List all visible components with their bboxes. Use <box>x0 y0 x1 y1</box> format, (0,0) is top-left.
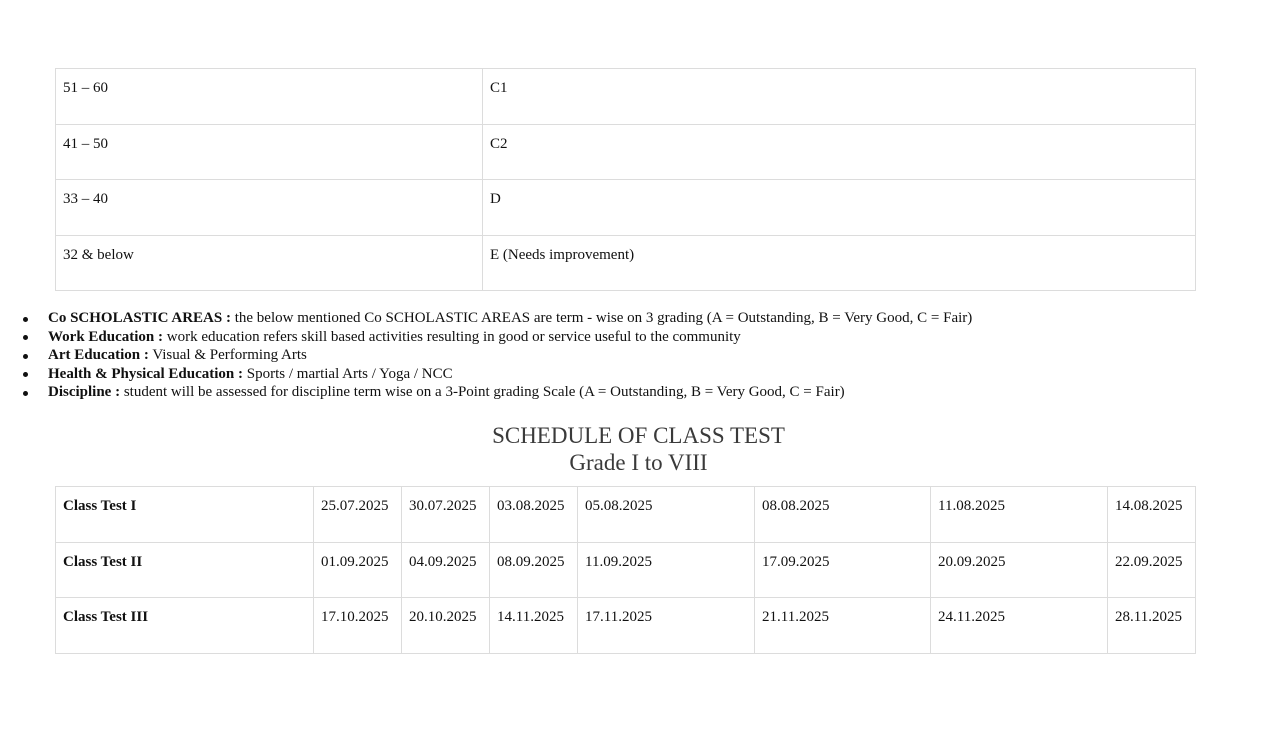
marks-range-cell: 33 – 40 <box>56 180 483 236</box>
marks-range-cell: 51 – 60 <box>56 69 483 125</box>
bullet-icon <box>23 372 28 377</box>
grade-table <box>55 68 1196 291</box>
list-item-text: the below mentioned Co SCHOLASTIC AREAS are term - wise on 3 grading (A = Outstanding, B = Very Good, C = Fair) <box>230 310 973 326</box>
date-cell: 30.07.2025 <box>402 487 490 543</box>
table-row <box>56 598 1196 654</box>
class-test-label: Class Test I <box>56 487 314 543</box>
grade-cell: C2 <box>483 124 1196 180</box>
list-item-label: Art Education : <box>48 347 149 363</box>
list-item <box>0 383 1275 402</box>
date-cell: 08.09.2025 <box>490 542 578 598</box>
list-item-label: Work Education : <box>48 328 164 345</box>
class-test-label: Class Test II <box>56 542 314 598</box>
date-cell: 01.09.2025 <box>314 542 402 598</box>
list-item <box>0 365 1275 384</box>
date-cell: 05.08.2025 <box>578 487 755 543</box>
list-item-text: Sports / martial Arts / Yoga / NCC <box>243 365 453 382</box>
date-cell: 24.11.2025 <box>931 598 1108 654</box>
marks-range-cell: 32 & below <box>56 235 483 291</box>
list-item-text: Visual & Performing Arts <box>148 347 307 363</box>
list-item-text: student will be assessed for discipline term wise on a 3-Point grading Scale (A = Outstanding, B = Very Good, C = Fair) <box>120 384 845 400</box>
bullet-icon <box>23 391 28 396</box>
date-cell: 14.08.2025 <box>1108 487 1196 543</box>
schedule-subtitle: Grade I to VIII <box>569 450 708 475</box>
table-row <box>56 487 1196 543</box>
list-item <box>0 346 1275 365</box>
date-cell: 17.11.2025 <box>578 598 755 654</box>
date-cell: 17.10.2025 <box>314 598 402 654</box>
table-row <box>56 235 1196 291</box>
schedule-table <box>55 486 1196 654</box>
bullet-icon <box>23 317 28 322</box>
list-item-label: Discipline : <box>48 384 121 400</box>
class-test-label: Class Test III <box>56 598 314 654</box>
date-cell: 08.08.2025 <box>755 487 931 543</box>
marks-range-cell: 41 – 50 <box>56 124 483 180</box>
grade-cell: C1 <box>483 69 1196 125</box>
date-cell: 22.09.2025 <box>1108 542 1196 598</box>
grade-cell: D <box>483 180 1196 236</box>
date-cell: 25.07.2025 <box>314 487 402 543</box>
list-item <box>0 328 1275 347</box>
date-cell: 21.11.2025 <box>755 598 931 654</box>
bullet-icon <box>23 335 28 340</box>
date-cell: 11.09.2025 <box>578 542 755 598</box>
co-scholastic-list <box>0 309 1275 402</box>
table-row <box>56 124 1196 180</box>
date-cell: 14.11.2025 <box>490 598 578 654</box>
list-item <box>0 309 1275 328</box>
table-row <box>56 542 1196 598</box>
table-row <box>56 69 1196 125</box>
table-row <box>56 180 1196 236</box>
bullet-icon <box>23 354 28 359</box>
grade-cell: E (Needs improvement) <box>483 235 1196 291</box>
schedule-title: SCHEDULE OF CLASS TEST <box>492 423 785 448</box>
date-cell: 20.09.2025 <box>931 542 1108 598</box>
date-cell: 03.08.2025 <box>490 487 578 543</box>
list-item-label: Health & Physical Education : <box>48 365 244 382</box>
list-item-text: work education refers skill based activities resulting in good or service useful to the community <box>163 328 741 345</box>
date-cell: 20.10.2025 <box>402 598 490 654</box>
date-cell: 28.11.2025 <box>1108 598 1196 654</box>
date-cell: 04.09.2025 <box>402 542 490 598</box>
date-cell: 17.09.2025 <box>755 542 931 598</box>
date-cell: 11.08.2025 <box>931 487 1108 543</box>
list-item-label: Co SCHOLASTIC AREAS : <box>48 310 231 326</box>
